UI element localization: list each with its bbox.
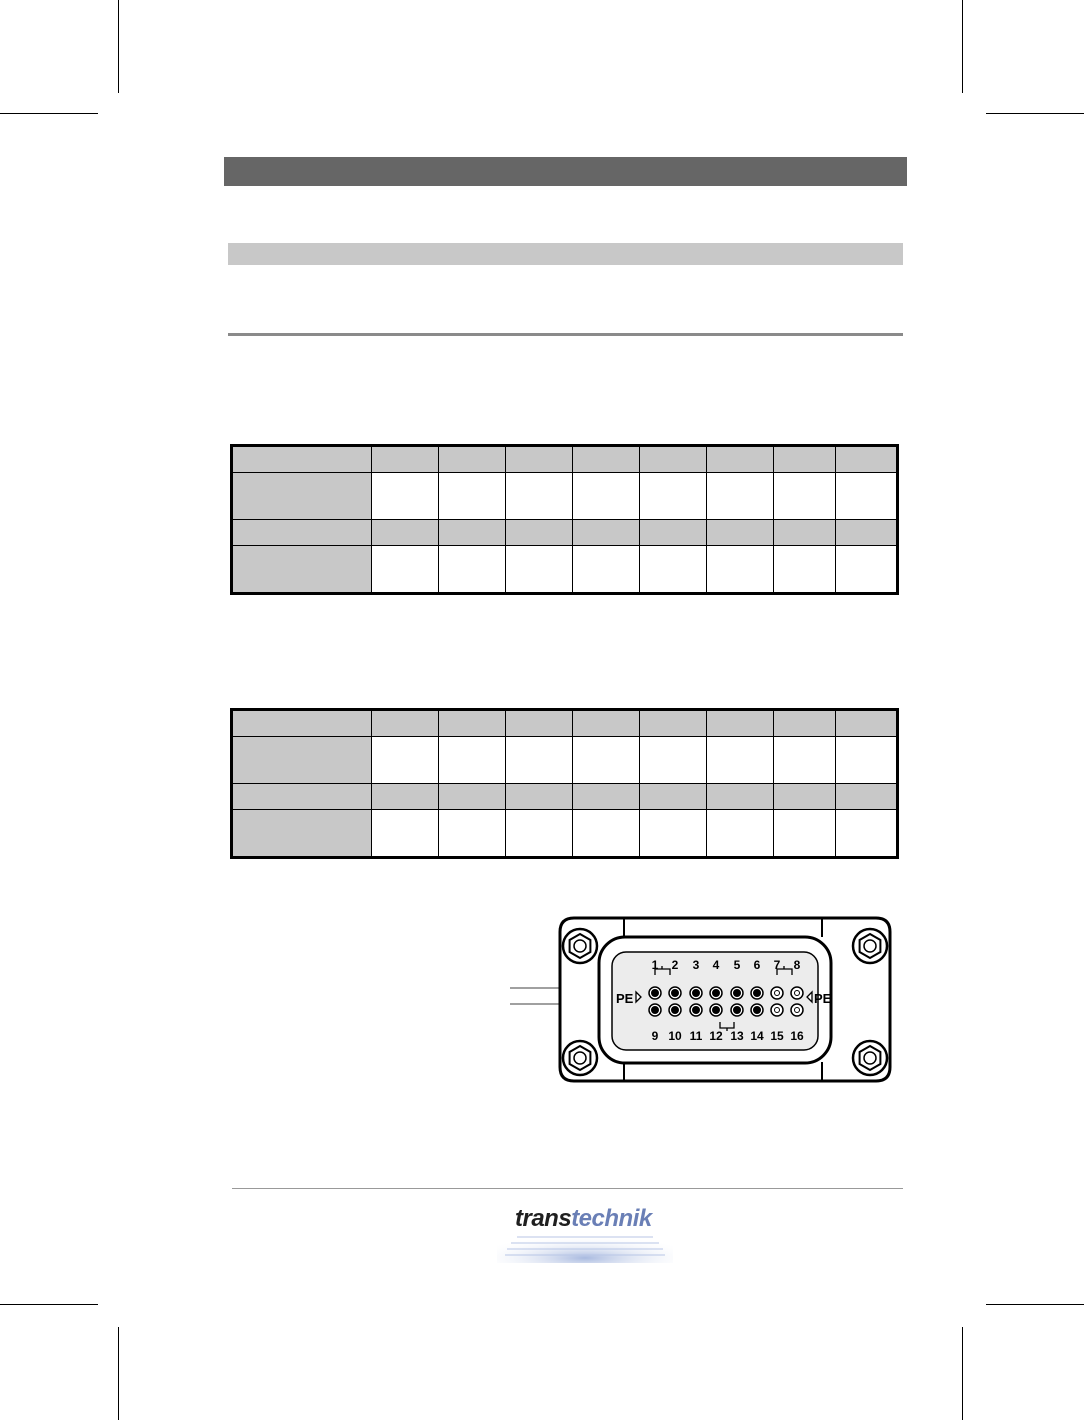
row-header-cell xyxy=(232,784,372,810)
footer-rule xyxy=(232,1188,903,1189)
table-cell xyxy=(707,473,774,520)
pin-socket xyxy=(652,1007,659,1014)
table-cell xyxy=(640,546,707,594)
pin-assignment-table xyxy=(230,708,899,859)
table-cell xyxy=(573,737,640,784)
table-cell xyxy=(707,810,774,858)
table-cell xyxy=(439,473,506,520)
pin-socket xyxy=(672,990,679,997)
table-row xyxy=(232,473,898,520)
header-cell xyxy=(707,710,774,737)
pin-number-label: 5 xyxy=(733,958,741,972)
table-cell xyxy=(836,737,898,784)
table-cell xyxy=(836,473,898,520)
pin-number-label: 11 xyxy=(689,1029,703,1043)
table-cell xyxy=(372,810,439,858)
table-cell xyxy=(774,810,836,858)
table-cell xyxy=(439,546,506,594)
table-cell xyxy=(573,810,640,858)
subsection-bar xyxy=(228,243,903,265)
table-header-row xyxy=(232,710,898,737)
table-header-row xyxy=(232,520,898,546)
header-cell xyxy=(506,446,573,473)
crop-mark xyxy=(986,113,1084,114)
table-cell xyxy=(439,737,506,784)
header-cell xyxy=(573,784,640,810)
pin-number-label: 6 xyxy=(753,958,761,972)
table-cell xyxy=(836,810,898,858)
table-cell xyxy=(506,546,573,594)
pin-number-label: 4 xyxy=(712,958,720,972)
pin-socket xyxy=(754,990,761,997)
table-row xyxy=(232,737,898,784)
pin-socket xyxy=(734,1007,741,1014)
header-cell xyxy=(372,784,439,810)
header-cell xyxy=(836,784,898,810)
pin-socket xyxy=(775,1008,780,1013)
row-header-cell xyxy=(232,446,372,473)
pin-number-label: 1 xyxy=(651,958,659,972)
header-cell xyxy=(640,520,707,546)
screw-icon xyxy=(563,929,597,963)
screw-icon xyxy=(853,929,887,963)
pin-socket xyxy=(652,990,659,997)
header-cell xyxy=(836,446,898,473)
header-cell xyxy=(774,520,836,546)
row-header-cell xyxy=(232,546,372,594)
table-cell xyxy=(774,737,836,784)
crop-mark xyxy=(962,0,963,93)
table-cell xyxy=(707,737,774,784)
header-cell xyxy=(439,446,506,473)
crop-mark xyxy=(0,113,98,114)
table-cell xyxy=(372,473,439,520)
header-cell xyxy=(707,784,774,810)
pin-socket xyxy=(713,990,720,997)
header-cell xyxy=(439,710,506,737)
header-cell xyxy=(774,446,836,473)
header-cell xyxy=(640,784,707,810)
pin-number-label: 14 xyxy=(750,1029,764,1043)
divider-rule xyxy=(228,333,903,336)
pin-socket xyxy=(713,1007,720,1014)
table-cell xyxy=(506,810,573,858)
table-cell xyxy=(573,546,640,594)
logo-text-trans: trans xyxy=(515,1205,572,1232)
pe-label-right: PE xyxy=(814,991,832,1006)
header-cell xyxy=(573,710,640,737)
pin-number-label: 13 xyxy=(730,1029,744,1043)
pe-label-left: PE xyxy=(616,991,634,1006)
row-header-cell xyxy=(232,520,372,546)
pin-number-label: 8 xyxy=(793,958,801,972)
header-cell xyxy=(506,520,573,546)
table-header-row xyxy=(232,784,898,810)
table-cell xyxy=(640,473,707,520)
table-cell xyxy=(774,473,836,520)
header-cell xyxy=(836,520,898,546)
table-row xyxy=(232,810,898,858)
header-cell xyxy=(774,784,836,810)
table-cell xyxy=(640,737,707,784)
table-cell xyxy=(640,810,707,858)
header-cell xyxy=(640,446,707,473)
pin-socket xyxy=(795,991,800,996)
logo-text-technik: technik xyxy=(571,1205,652,1232)
header-cell xyxy=(707,520,774,546)
header-cell xyxy=(836,710,898,737)
pin-number-label: 2 xyxy=(671,958,679,972)
table-cell xyxy=(707,546,774,594)
pin-socket xyxy=(693,1007,700,1014)
table-cell xyxy=(573,473,640,520)
table-cell xyxy=(506,737,573,784)
pin-number-label: 10 xyxy=(668,1029,682,1043)
header-cell xyxy=(439,520,506,546)
pin-socket xyxy=(693,990,700,997)
table-cell xyxy=(836,546,898,594)
header-cell xyxy=(506,784,573,810)
row-header-cell xyxy=(232,737,372,784)
pin-socket xyxy=(795,1008,800,1013)
pin-number-label: 16 xyxy=(790,1029,804,1043)
header-cell xyxy=(372,710,439,737)
table-cell xyxy=(506,473,573,520)
logo-wordmark xyxy=(515,1205,652,1233)
transtechnik-logo xyxy=(497,1203,673,1263)
table-row xyxy=(232,546,898,594)
pin-number-label: 9 xyxy=(651,1029,659,1043)
header-cell xyxy=(707,446,774,473)
connector-diagram xyxy=(510,915,893,1085)
pin-socket xyxy=(775,991,780,996)
pin-socket xyxy=(734,990,741,997)
table-cell xyxy=(372,737,439,784)
crop-mark xyxy=(118,1327,119,1420)
table-cell xyxy=(439,810,506,858)
row-header-cell xyxy=(232,473,372,520)
screw-icon xyxy=(563,1041,597,1075)
header-cell xyxy=(573,446,640,473)
table-cell xyxy=(774,546,836,594)
screw-icon xyxy=(853,1041,887,1075)
section-header-bar xyxy=(224,157,907,186)
pin-socket xyxy=(672,1007,679,1014)
pin-number-label: 3 xyxy=(692,958,700,972)
header-cell xyxy=(372,520,439,546)
pin-number-label: 15 xyxy=(770,1029,784,1043)
crop-mark xyxy=(0,1304,98,1305)
pin-assignment-table xyxy=(230,444,899,595)
pin-number-label: 7 xyxy=(773,958,781,972)
table-header-row xyxy=(232,446,898,473)
header-cell xyxy=(573,520,640,546)
crop-mark xyxy=(962,1327,963,1420)
row-header-cell xyxy=(232,710,372,737)
pin-socket xyxy=(754,1007,761,1014)
table-cell xyxy=(372,546,439,594)
row-header-cell xyxy=(232,810,372,858)
header-cell xyxy=(439,784,506,810)
pin-number-label: 12 xyxy=(709,1029,723,1043)
header-cell xyxy=(774,710,836,737)
crop-mark xyxy=(118,0,119,93)
header-cell xyxy=(506,710,573,737)
crop-mark xyxy=(986,1304,1084,1305)
header-cell xyxy=(640,710,707,737)
header-cell xyxy=(372,446,439,473)
